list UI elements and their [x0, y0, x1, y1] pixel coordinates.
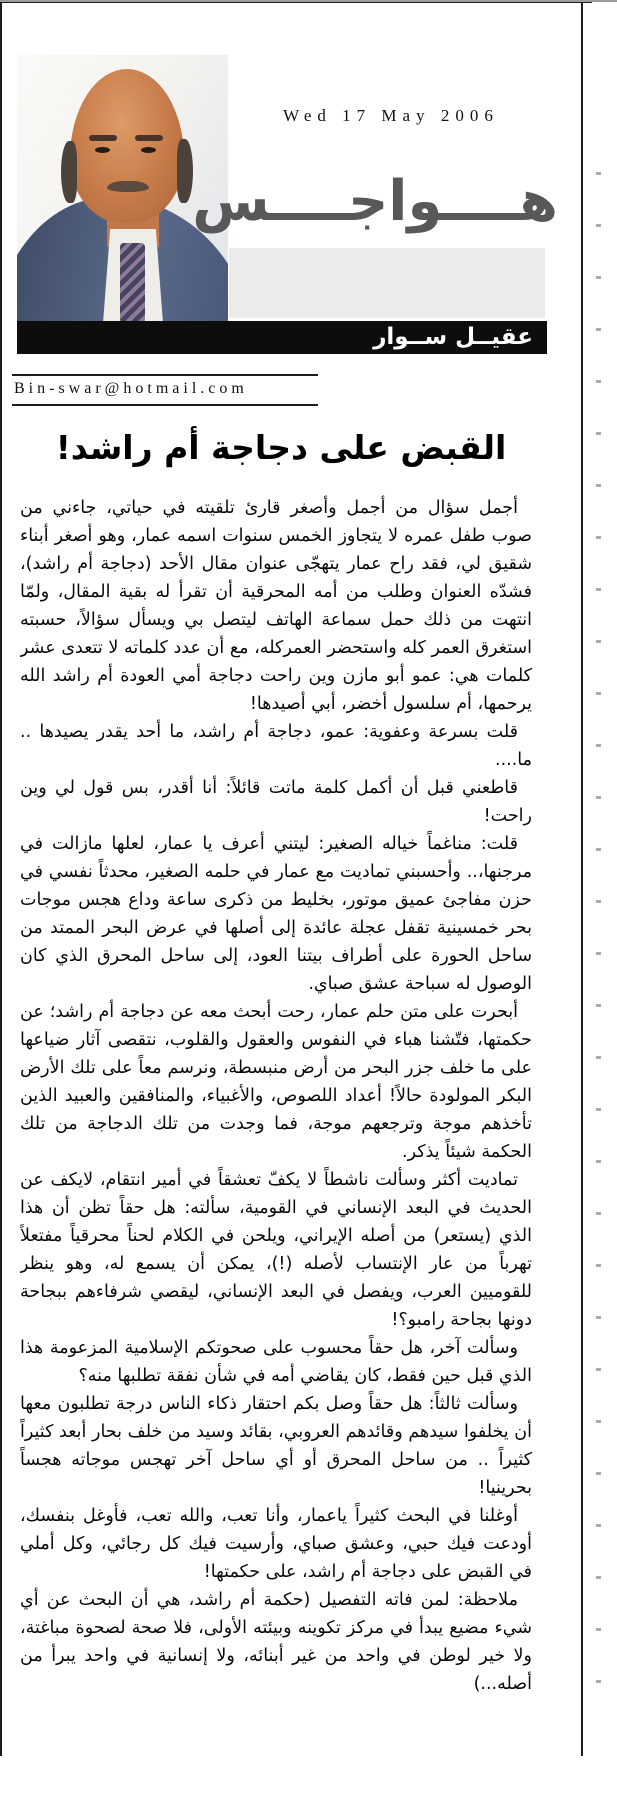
photo-eye-left [95, 147, 110, 153]
article-paragraph: قلت: مناغماً خياله الصغير: ليتني أعرف يا عمار، لعلها مازالت في مرجنها،.. وأحسبني تماديت مع عمار في حلمه الصغير، محدثاً نفسي في حزن مفاجئ عميق موتور، بخليط من ذكرى ساعة وداع هجس موجات بحر خمسينية تقفل عجلة عائدة إلى أصلها في عرض البحر الممتد من ساحل الحورة على أطراف بيتنا العود، إلى ساحل المحرق الذي كان الوصول له سباحة عشق صباي. [20, 834, 532, 994]
masthead-gray-box [229, 248, 545, 318]
photo-hair-left [61, 141, 77, 203]
photo-eye-right [141, 147, 156, 153]
issue-date: Wed 17 May 2006 [283, 106, 499, 125]
author-email: Bin-swar@hotmail.com [12, 374, 318, 406]
article-paragraph: قلت بسرعة وعفوية: عمو، دجاجة أم راشد، ما أحد يقدر يصيدها .. ما.... [20, 722, 532, 770]
article-paragraph: قاطعني قبل أن أكمل كلمة ماتت قائلاً: أنا أقدر، بس قول لي وين راحت! [20, 778, 532, 826]
photo-mustache [107, 181, 149, 192]
article-paragraph: تماديت أكثر وسألت ناشطاً لا يكفّ تعشقاً في أمير انتقام، لايكف عن الحديث في البعد الإنساني في القومية، سألته: هل حقاً تظن أن هذا الذي (يستعر) من أصله الإيراني، ويلحن في الكلام لحناً محرقياً مفتعلاً تهرباً من عار الإنتساب لأصله (!)، يمكن أن يسمع له، وهو ينظر للقوميين العرب، ويفصل في البعد الإنساني، ليقصي شرفاءهم ببجاحة دونها بجاحة رامبو؟! [20, 1170, 532, 1330]
photo-face [70, 69, 184, 223]
article-headline: القبض على دجاجة أم راشد! [55, 428, 507, 467]
page-fold-marks [596, 172, 601, 1700]
photo-tie [120, 243, 145, 323]
article-paragraph: وسألت ثالثاً: هل حقاً وصل بكم احتقار ذكاء الناس درجة تطلبون معها أن يخلفوا سيدهم وقائدهم العروبي، بقائد وسيد من خلف بحار أبعد كثيراً كثيراً .. من ساحل المحرق أو أي ساحل آخر تهجس موجاته هجساً بحرينيا! [20, 1394, 532, 1498]
photo-eyebrow-right [135, 135, 163, 141]
article-paragraph: أوغلنا في البحث كثيراً ياعمار، وأنا تعب، والله تعب، فأوغل بنفسك، أودعت فيك حبي، وعشق صباي، وأرسيت فيك كل رجائي، وكل أملي في القبض على دجاجة أم راشد، على حكمتها! [20, 1506, 532, 1582]
photo-eyebrow-left [89, 135, 117, 141]
article-paragraph: وسألت آخر، هل حقاً محسوب على صحوتكم الإسلامية المزعومة هذا الذي قبل حين فقط، كان يقاضي أمه في شأن نفقة تطلبها منه؟ [20, 1338, 532, 1386]
article-paragraph: أبحرت على متن حلم عمار، رحت أبحث معه عن دجاجة أم راشد؛ عن حكمتها، فتّشنا هباء في النفوس والعقول والقلوب، نتقصى آثار ضياعها على ما خلف جزر البحر من أرض منبسطة، ونرسم معاً على تلك الأرض البكر المولودة حالاً! أعداد اللصوص، والأغبياء، والمنافقين والعبيد الذين تأخذهم موجة وترجعهم موجة، فما وجدت من تلك الدجاجة من تلك الحكمة شيئاً يذكر. [20, 1002, 532, 1162]
author-name: عقيــل ســوار [373, 324, 533, 350]
photo-hair-right [177, 139, 193, 203]
article-paragraph: ملاحظة: لمن فاته التفصيل (حكمة أم راشد، هي أن البحث عن أي شيء مضيع يبدأ في مركز تكوينه وبيئته الأولى، فلا صحة لصحوة مباغتة، ولا خير لوطن في واحد من غير أبنائه، ولا إنسانية في واحد يبرأ من أصله...) [20, 1590, 532, 1694]
column-title: هــــواجــــس [192, 169, 558, 234]
article-paragraph: أجمل سؤال من أجمل وأصغر قارئ تلقيته في حياتي، جاءني من صوب طفل عمره لا يتجاوز الخمس سنوات اسمه عمار، وهو أصغر أبناء شقيق لي، فقد راح عمار يتهجّى عنوان مقال الأحد (دجاجة أم راشد)، فشدّه العنوان وطلب من أمه المحرقية أن تقرأ له بقية المقال، ولمّا انتهت من ذلك حمل سماعة الهاتف ليتصل بي ويسأل سؤالاً، حسبته استغرق العمر كله واستحضر العمركله، مع أن عدد كلماته لا تتعدى عشر كلمات هي: عمو أبو مازن وين راحت دجاجة أمي العودة أم راشد الله يرحمها، أم سلسول أخضر، أبي أصيدها! [20, 498, 532, 714]
article-body [20, 494, 532, 1780]
author-bar [17, 321, 547, 354]
bottom-rule-secondary [0, 0, 617, 2]
